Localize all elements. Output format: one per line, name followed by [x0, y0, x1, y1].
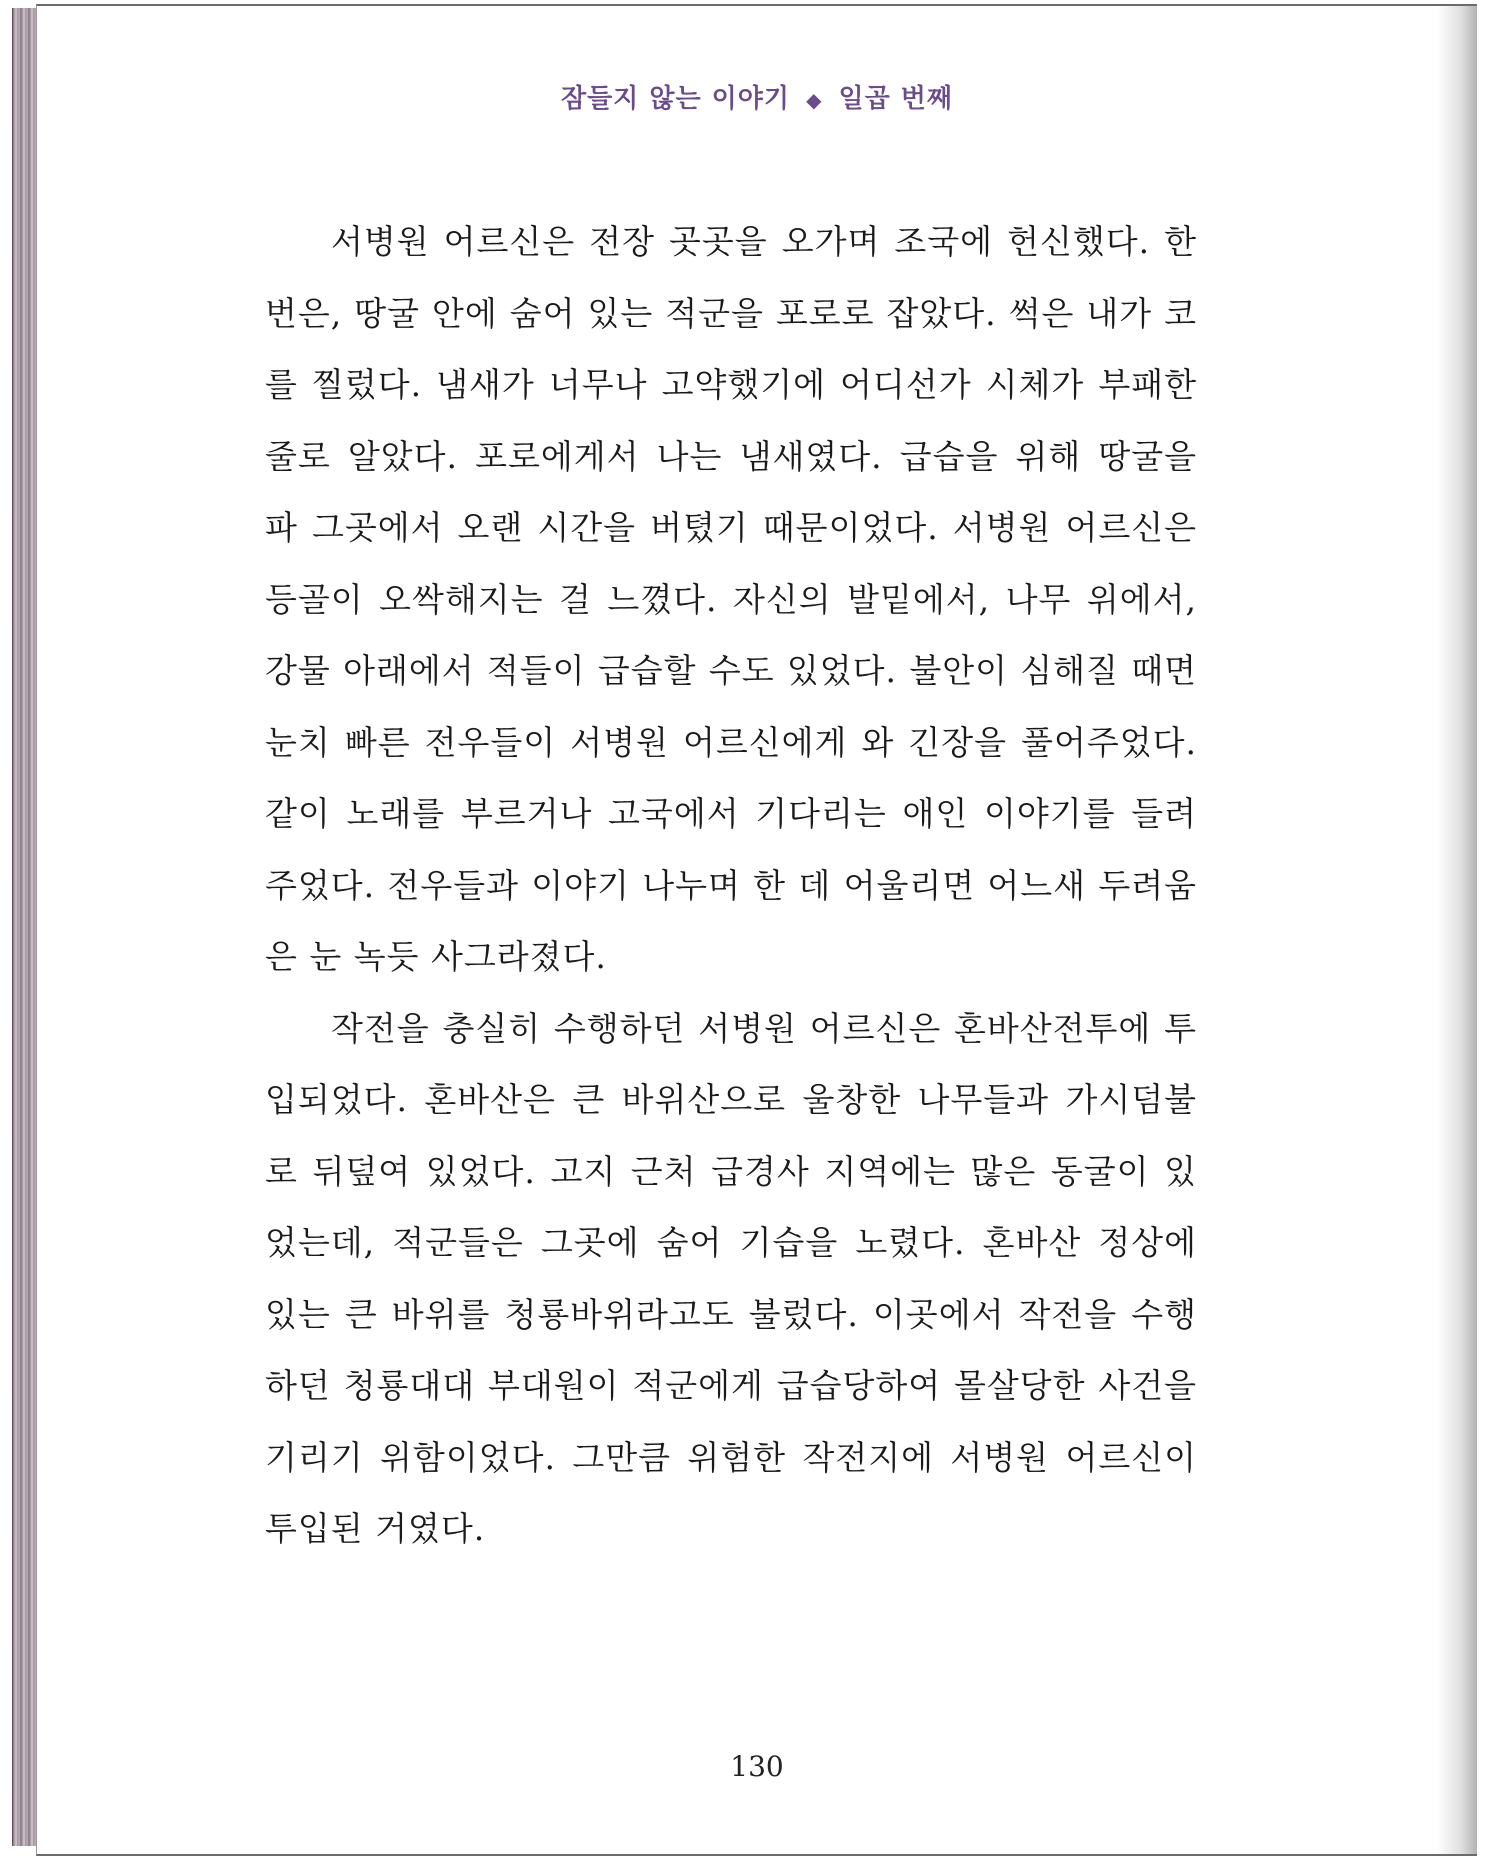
- body-text: [265, 206, 1197, 1565]
- page-number: 130: [730, 1750, 784, 1783]
- diamond-separator-icon: ◆: [806, 88, 823, 112]
- book-page: [36, 4, 1477, 1856]
- book-title: 잠들지 않는 이야기: [560, 84, 790, 114]
- chapter-label: 일곱 번째: [838, 84, 954, 114]
- paragraph-2: 작전을 충실히 수행하던 서병원 어르신은 혼바산전투에 투입되었다. 혼바산은 큰 바위산으로 울창한 나무들과 가시덤불로 뒤덮여 있었다. 고지 근처 급경사 지역에는 많은 동굴이 있었는데, 적군들은 그곳에 숨어 기습을 노렸다. 혼바산 정상에 있는 큰 바위를 청룡바위라고도 불렀다. 이곳에서 작전을 수행하던 청룡대대 부대원이 적군에게 급습당하여 몰살당한 사건을 기리기 위함이었다. 그만큼 위험한 작전지에 서병원 어르신이 투입된 거였다.: [265, 1008, 1197, 1548]
- paragraph-1: 서병원 어르신은 전장 곳곳을 오가며 조국에 헌신했다. 한 번은, 땅굴 안에 숨어 있는 적군을 포로로 잡았다. 썩은 내가 코를 찔렀다. 냄새가 너무나 고약했기에 어디선가 시체가 부패한 줄로 알았다. 포로에게서 나는 냄새였다. 급습을 위해 땅굴을 파 그곳에서 오랜 시간을 버텼기 때문이었다. 서병원 어르신은 등골이 오싹해지는 걸 느꼈다. 자신의 발밑에서, 나무 위에서, 강물 아래에서 적들이 급습할 수도 있었다. 불안이 심해질 때면 눈치 빠른 전우들이 서병원 어르신에게 와 긴장을 풀어주었다. 같이 노래를 부르거나 고국에서 기다리는 애인 이야기를 들려주었다. 전우들과 이야기 나누며 한 데 어울리면 어느새 두려움은 눈 녹듯 사그라졌다.: [265, 222, 1197, 976]
- running-header: [37, 78, 1477, 115]
- page-curl-shadow: [1437, 6, 1477, 1854]
